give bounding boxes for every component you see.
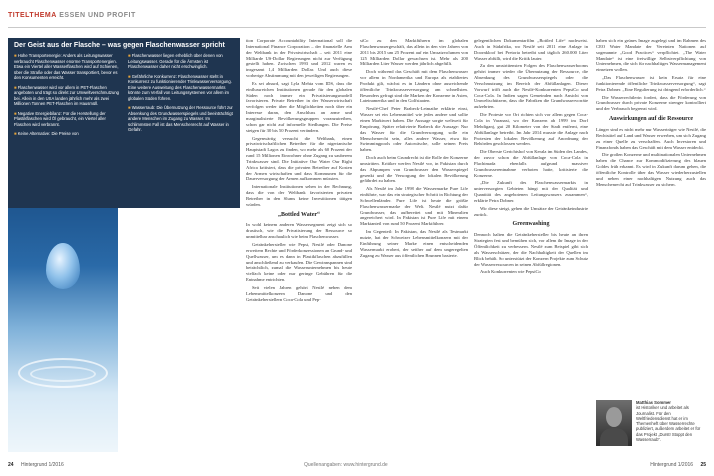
paragraph: Getränkehersteller wie Pepsi, Nestlé oder Danone erweitern Rechte und Förderkonzessionen an Grund- und Quellwasser, um es dann in Plastikflaschen abzufüllen und anschließend zu verkaufen. Die Gewinnspannen sind beträchtlich, zumal die Wasserunternehmen bis heute vielfach keine oder nur geringe Gebühren für die Entnahme entrichten. [246,242,352,283]
paragraph: Internationale Institutionen sehen in der Rechnung, dass die von der Weltbank favorisierten privaten Betreiber in den Slums keine Investitionen tätigen würden. [246,184,352,207]
header-divider [8,27,706,28]
paragraph: Nestlé-Chef Peter Brabeck-Letmathe erklärte einst, Wasser sei ein Lebensmittel wie jedes andere und sollte einen Marktwert haben. Die Aussage sorgte weltweit für Empörung. Später relativierte Brabeck die Aussage: Nur das Wasser für die Grundversorgung solle ein Menschenrecht sein, alles andere Wasser, etwa für Swimmingpools oder Autowäsche, solle seinen Preis haben. [360,106,468,153]
author-description: ist Historiker und arbeitet als Journalist. Für den Weltfriedensdienst hat er im Themenheft über Wasserrechte publiziert, außerdem arbeitet er für das Projekt „Durst! Stoppt den Wasserraub“. [636,405,701,443]
paragraph: Als Nestlé im Jahr 1998 die Wassermarke Pure Life einführte, war das ein strategischer Schritt in Richtung der Schwellenländer. Pure Life ist heute die größte Flaschenwassermarke der Welt. Nestlé nutzt dafür Grundwasser, das aufbereitet und mit Mineralien angereichert wird. In Pakistan ist Pure Life mit einem Marktanteil von rund 50 Prozent Marktführer. [360,186,468,227]
paragraph: Es sei absurd, sagt Lyla Mehta vom IDS, dass die einflussreichen Institutionen gerade für den globalen Süden noch immer ein Privatisierungsmodell favorisieren. Private Betreiber in der Wasserwirtschaft verfolgen weder über die Möglichkeiten noch über ein Interesse daran, den Anschluss an arme und marginalisierte Bevölkerungsgruppen voranzutreiben, schon gar nicht auf informelle Siedlungen. Die Preise steigen für 30 bis 50 Prozent verändern. [246,80,352,133]
kicker-left: TITELTHEMA [8,12,57,19]
author-photo [596,400,632,446]
paragraph: Die großen Konzerne und multinationalen Unternehmen haben die Chance zur Kommodifizierung des blauen Goldes früh erkannt. Es wird in Zukunft darum gehen, die öffentliche Kontrolle über das Wasser wiederherzustellen und neben einer nachhaltigen Nutzung auch das Menschenrecht auf Trinkwasser zu sichern. [596,152,706,187]
paragraph: siCo zu den Marktführern im globalen Flaschenwassergeschäft, das allein in den vier Jahren von 2011 bis 2015 um 25 Prozent auf ein Umsatzvolumen von 125 Milliarden Dollar gewachsen ist. Mehr als 200 Milliarden Liter Wasser werden jährlich abgefüllt. [360,38,468,67]
text-column-1 [246,38,352,304]
info-item: ■ Flaschenwasser wird vor allem in PET-Flaschen angeboten und trägt so direkt zur Umweltverschmutzung bei. Allein in den USA landen jährlich mehr als zwei Millionen Tonnen PET-Flaschen im Hausmüll. [14,85,120,107]
author-bio [636,400,706,442]
paragraph: Die Proteste vor Ort richten sich vor allem gegen Coca-Cola in Varanasi, wo der Konzern ab 1999 im Dorf Mehdiganj, gut 20 Kilometer von der Stadt entfernt, eine Abfüllanlage betreibt. Im Jahr 2014 musste die Anlage nach Protesten der lokalen Bevölkerung auf Anordnung der Behörden geschlossen werden. [474,112,588,147]
publication-right: Hintergrund 1/2016 [650,462,694,468]
paragraph: „Das Flaschenwasser ist kein Ersatz für eine funktionierende öffentliche Trinkwasserversorgung“, sagt Petra Dobner. „Eine Regulierung ist dringend erforderlich.“ [596,75,706,92]
author-torso [600,428,628,446]
footer-source[interactable]: Quellenangaben: www.hintergrund.de [304,462,388,468]
paragraph: Die Oberste Gerichtshof von Kerala im Süden des Landes, der zuvor schon die Abfüllanlage von Coca-Cola in Plachimada ebenfalls aufgrund massiver Grundwasserentnahme verboten hatte, kritisierte die Konzerne. [474,149,588,178]
text-column-4 [596,38,706,189]
footer-left [8,462,64,468]
info-box [8,38,240,208]
page-header [0,0,714,30]
subheading: Greenwashing [512,221,550,228]
author-name: Matthias Sommer [636,400,671,405]
text-column-3 [474,38,588,277]
paragraph: Zu den umstrittensten Folgen des Flaschenwasserbooms gehört immer wieder die Übernutzung der Ressource, die Absenkung des Grundwasserspiegels oder die Verschmutzung im Bereich der Abfüllanlagen. Dieser Vorwurf trifft auch die Nestlé-Konkurrenten PepsiCo und Coca-Cola. In Indien sagen Gemeinden nach Ansicht von Umweltschützern, dass die Fabriken die Grundwasservorräte aufzehrten. [474,63,588,110]
paragraph: Doch während das Geschäft mit dem Flaschenwasser vor allem in Nordamerika und Europa als etabliertes Produkt gilt, wächst es in Ländern ohne ausreichende öffentliche Trinkwasserversorgung am schnellsten. Besonders gefragt sind die Marken der Konzerne in Asien, Lateinamerika und in den Golfstaaten. [360,69,468,104]
info-box-columns [14,53,234,141]
info-item: ■ Gefährliche Konkurrenz: Flaschenwasser steht in Konkurrenz zu funktionierender Trinkwasserversorgung. Eine weitere Ausweitung des Flaschenwassermarkts könnte zum Verfall von Leitungssystemen vor allem im globalen Süden führen. [128,74,234,102]
paragraph: „Die Zukunft des Flaschenwassermarkts in unterversorgten Gebieten hängt mit der Qualität und Quantität des angebotenen Leitungswassers zusammen“, erklärte Petra Dobner. [474,180,588,203]
info-box-right [128,53,234,141]
footer-right [650,462,706,468]
paragraph: Dennoch halten die Getränkehersteller bis heute an ihren Strategien fest und bemühen sich, vor allem ihr Image in der Öffentlichkeit zu verbessern. Nestlé zum Beispiel gibt sich als Wasserschützer, der die Nachhaltigkeit der Quellen im Blick behält. So unterstützt der Konzern Projekte zum Schutz der Wasserressourcen in seinen Abfüllregionen. [474,232,588,267]
section-kicker [8,12,136,19]
ripple-ring-inner [30,366,96,382]
info-item: ■ Flaschenwasser liegen erheblich über denen von Leitungswasser. Gerade für die Ärmsten ist Flaschenwasser daher nicht erschwinglich. [128,53,234,70]
paragraph: Die Wasserrechtlerin fordert, dass die Förderung von Grundwasser durch private Konzerne strenger kontrolliert und der Verbrauch begrenzt wird. [596,94,706,112]
info-box-title: Der Geist aus der Flasche – was gegen Flaschenwasser spricht [14,42,225,49]
paragraph: In wohl keinem anderen Wassersegment zeigt sich so drastisch, wie die Privatisierung der Ressource so unmittelbar anschaulich wie beim Flaschenwasser. [246,222,352,240]
author-box [596,400,706,455]
kicker-right: ESSEN UND PROFIT [59,12,136,19]
paragraph: Auch Konkurrenten wie PepsiCo [480,269,541,275]
paragraph: Seit vielen Jahren gehört Nestlé neben dem Lebensmittelkonzern Danone und den Getränkeherstellern Coca-Cola und Pep- [246,284,352,302]
info-item: ■ Hohe Transportenergie: Anders als Leitungswasser verbraucht Flaschenwasser enorme Transportenergien. Etwa ein Viertel aller Wasserflaschen wird auf Schienen, über die Straße oder das Wasser transportiert, bevor es den Konsumenten erreicht. [14,53,120,81]
publication-left: Hintergrund 1/2016 [20,462,64,468]
page-footer [0,458,714,476]
subheading: „Bottled Water“ [277,211,321,218]
paragraph: Doch auch beim Grundrecht ist die Rolle der Konzerne umstritten. Kritiker werfen Nestlé vor, in Pakistan durch das Abpumpen von Grundwasser den Wasserspiegel gesenkt und die Versorgung der lokalen Bevölkerung gefährdet zu haben. [360,155,468,184]
page-number-left: 24 [8,462,14,468]
drop-shape [46,243,80,289]
author-head [606,407,622,427]
paragraph: Wir diese steigt, gehen die Umsätze der Getränkeindustrie zurück. [474,205,588,217]
info-box-left [14,53,120,141]
paragraph: gelegentlichen Dokumentarfilm „Bottled Life“ nachweist. Auch in Südafrika, wo Nestlé seit 2011 eine Anlage in Doornkloof bei Pretoria betreibt und täglich 260.000 Liter Wasser abfüllt, wird die Kritik lauter. [474,38,588,61]
subheading: Auswirkungen auf die Ressource [608,116,694,123]
info-item: ■ Negative Energiebilanz: Für die Herstellung der Plastikflaschen wird Öl gebraucht, ein Viertel aller Flaschen wird verbrannt. [14,111,120,128]
paragraph: Gegenwärtig versucht die Weltbank, einen privatwirtschaftlichen Betreiber für die nigerianische Hauptstadt Lagos zu finden, wo mehr als 60 Prozent der rund 15 Millionen Einwohner ohne Zugang zu sauberem Trinkwasser sind. Die Initiative Our Water Our Right Africa kritisiert, dass die privaten Betreiber auf Kosten der Armen wirtschaften und dass Kommunen für die Dauerversorgung der Armen aufkommen müssten. [246,135,352,182]
paragraph: haben sich ein grünes Image zugelegt und im Rahmen des CEO Water Mandate der Vereinten Nationen auf sogenannte „Good Practices“ verpflichtet. „The Water Mandate“ ist eine freiwillige Selbstverpflichtung von Unternehmen, die sich für nachhaltiges Wassermanagement einsetzen wollen. [596,38,706,73]
paragraph: Länger sind es nicht mehr nur Wasserträger wie Nestlé, die Rechtstitel auf Land und Wasser erwerben, um sich Zugang zu einer Quelle zu verschaffen. Auch Investoren und Finanzfonds haben das Geschäft mit dem Wasser entdeckt. [596,126,706,150]
text-column-2 [360,38,468,260]
page-number-right: 25 [700,462,706,468]
paragraph: tion Corporate Accountability International soll die International Finance Corporation – der finanzielle Arm der Weltbank in der Privatwirtschaft – seit 2011 eine Milliarde US-Dollar Regierungen nicht zur Verfügung gestellt haben. Zwischen 1993 und 2012 waren es insgesamt 1,4 Milliarden Dollar. Und auch diese vorherige Abstimmung mit den jeweiligen Regierungen. [246,38,352,79]
info-item: ■ Wasserraub: Die Übernutzung der Ressource führt zur Absenkung des Grundwasserspiegels und beeinträchtigt andere Menschen im Zugang zu Wasser. Im schlimmsten Fall ist das Menschenrecht auf Wasser in Gefahr. [128,105,234,133]
paragraph: Im Gegenteil: In Pakistan, das Nestlé als Testmarkt nutzte, hat der Schweizer Lebensmittelkonzern mit der Einführung seiner Marke einen entscheidenden Wassermarkt erobert, der seither auf dem ungeregelten Zugang zu Wasser aus öffentlichen Brunnen basierte. [360,229,468,258]
info-item: ■ Keine Alternative: Die Preise von [14,131,120,137]
